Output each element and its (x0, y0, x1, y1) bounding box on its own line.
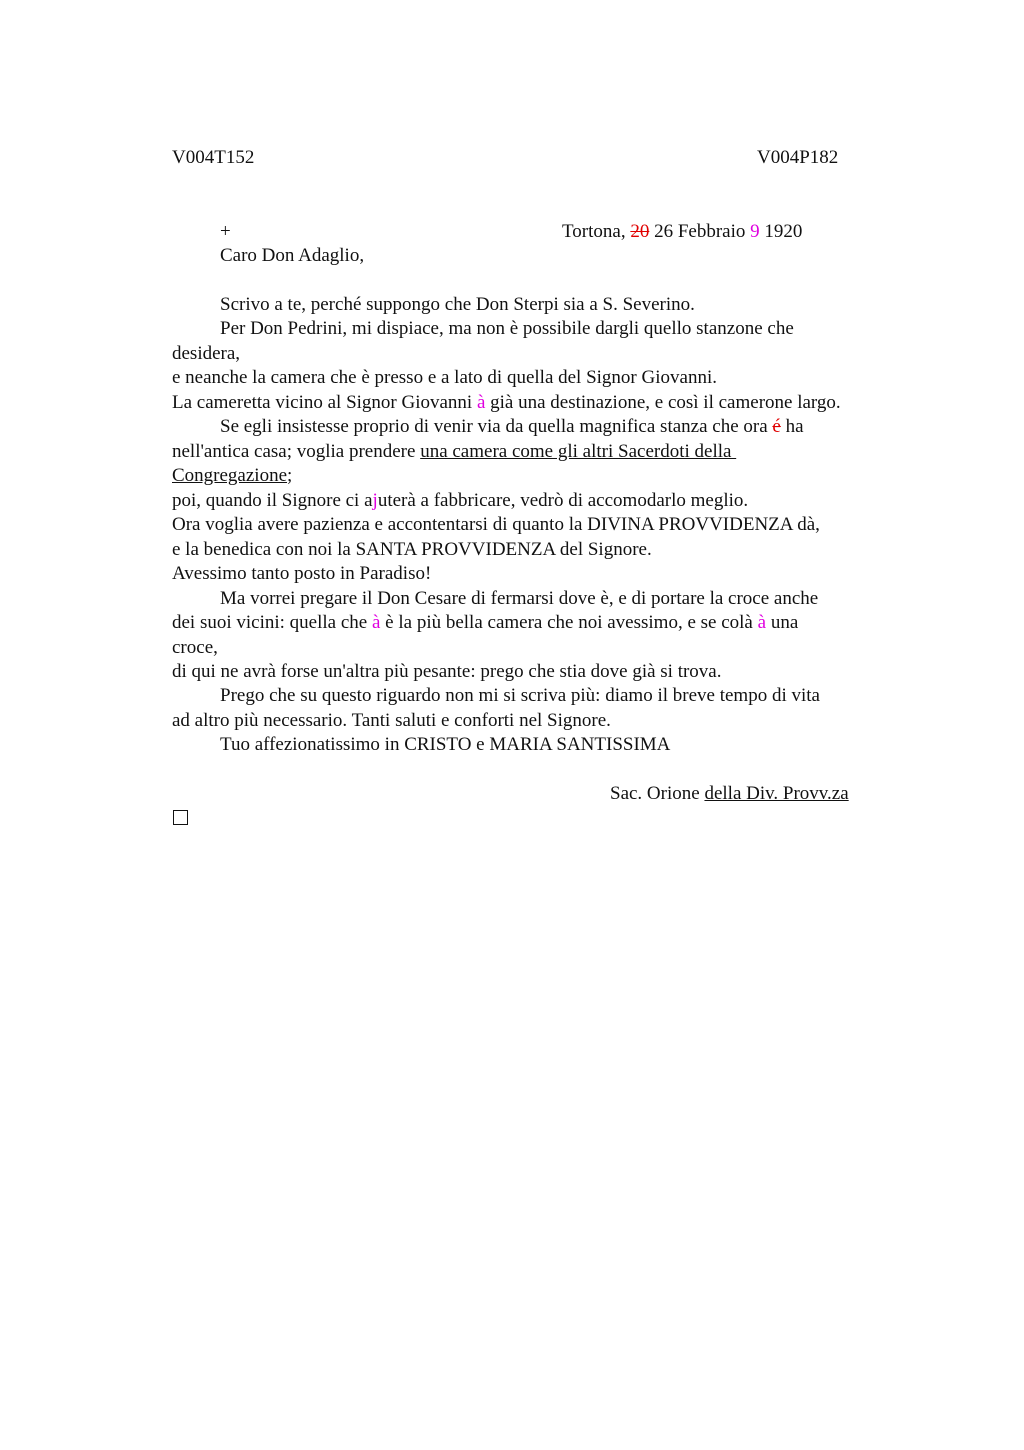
body-line (172, 440, 736, 464)
line-text: poi, quando il Signore ci a (172, 490, 373, 511)
body-line (172, 611, 798, 635)
line-text: già una destinazione, e così il camerone largo. (485, 392, 841, 413)
line-text: Se egli insistesse proprio di venir via da quella magnifica stanza che ora (220, 416, 773, 437)
line-text: La cameretta vicino al Signor Giovanni (172, 392, 477, 413)
line-text: dei suoi vicini: quella che (172, 612, 372, 633)
empty-checkbox-symbol (173, 810, 188, 825)
date-day-month: 26 Febbraio (649, 221, 751, 242)
inserted-accent: à (476, 392, 486, 413)
closing-line: Tuo affezionatissimo in CRISTO e MARIA SANTISSIMA (220, 734, 671, 755)
body-line: ad altro più necessario. Tanti saluti e conforti nel Signore. (172, 710, 611, 731)
body-line (220, 415, 804, 439)
body-line (172, 464, 292, 488)
body-line: e neanche la camera che è presso e a lato di quella del Signor Giovanni. (172, 367, 717, 388)
underlined-text: una camera come gli altri Sacerdoti della (420, 441, 737, 462)
letter-date (562, 220, 802, 244)
line-text: ; (287, 465, 293, 486)
line-text: uterà a fabbricare, vedrò di accomodarlo meglio. (377, 490, 749, 511)
body-line: Per Don Pedrini, mi dispiace, ma non è possibile dargli quello stanzone che (220, 318, 794, 339)
inserted-accent: à (371, 612, 381, 633)
line-text: nell'antica casa; voglia prendere (172, 441, 421, 462)
deleted-letter: é (772, 416, 781, 437)
body-line: Ma vorrei pregare il Don Cesare di fermarsi dove è, e di portare la croce anche (220, 588, 819, 609)
date-place: Tortona, (562, 221, 631, 242)
cross-symbol: + (220, 221, 231, 242)
date-year-insert: 9 (750, 221, 760, 242)
inserted-accent: à (757, 612, 767, 633)
underlined-text: Congregazione (172, 465, 288, 486)
body-line: croce, (172, 637, 218, 658)
inserted-letter: j (372, 490, 378, 511)
body-line: e la benedica con noi la SANTA PROVVIDENZA del Signore. (172, 539, 652, 560)
body-line: Ora voglia avere pazienza e accontentarsi di quanto la DIVINA PROVVIDENZA dà, (172, 514, 820, 535)
date-deleted-day: 20 (630, 221, 650, 242)
body-line: Prego che su questo riguardo non mi si scriva più: diamo il breve tempo di vita (220, 685, 820, 706)
signature-title: della Div. Provv.za (704, 783, 849, 804)
signature-name: Sac. Orione (610, 783, 705, 804)
body-line: desidera, (172, 343, 241, 364)
right-reference-code: V004P182 (757, 147, 839, 168)
line-text: una (766, 612, 799, 633)
salutation: Caro Don Adaglio, (220, 245, 365, 266)
line-text: è la più bella camera che noi avessimo, e se colà (380, 612, 758, 633)
line-text: ha (780, 416, 804, 437)
body-line: Scrivo a te, perché suppongo che Don Sterpi sia a S. Severino. (220, 294, 695, 315)
signature (610, 782, 849, 806)
body-line: di qui ne avrà forse un'altra più pesante: prego che stia dove già si trova. (172, 661, 722, 682)
body-line: Avessimo tanto posto in Paradiso! (172, 563, 432, 584)
body-line (172, 489, 748, 513)
left-reference-code: V004T152 (172, 147, 255, 168)
date-year: 1920 (759, 221, 803, 242)
body-line (172, 391, 841, 415)
